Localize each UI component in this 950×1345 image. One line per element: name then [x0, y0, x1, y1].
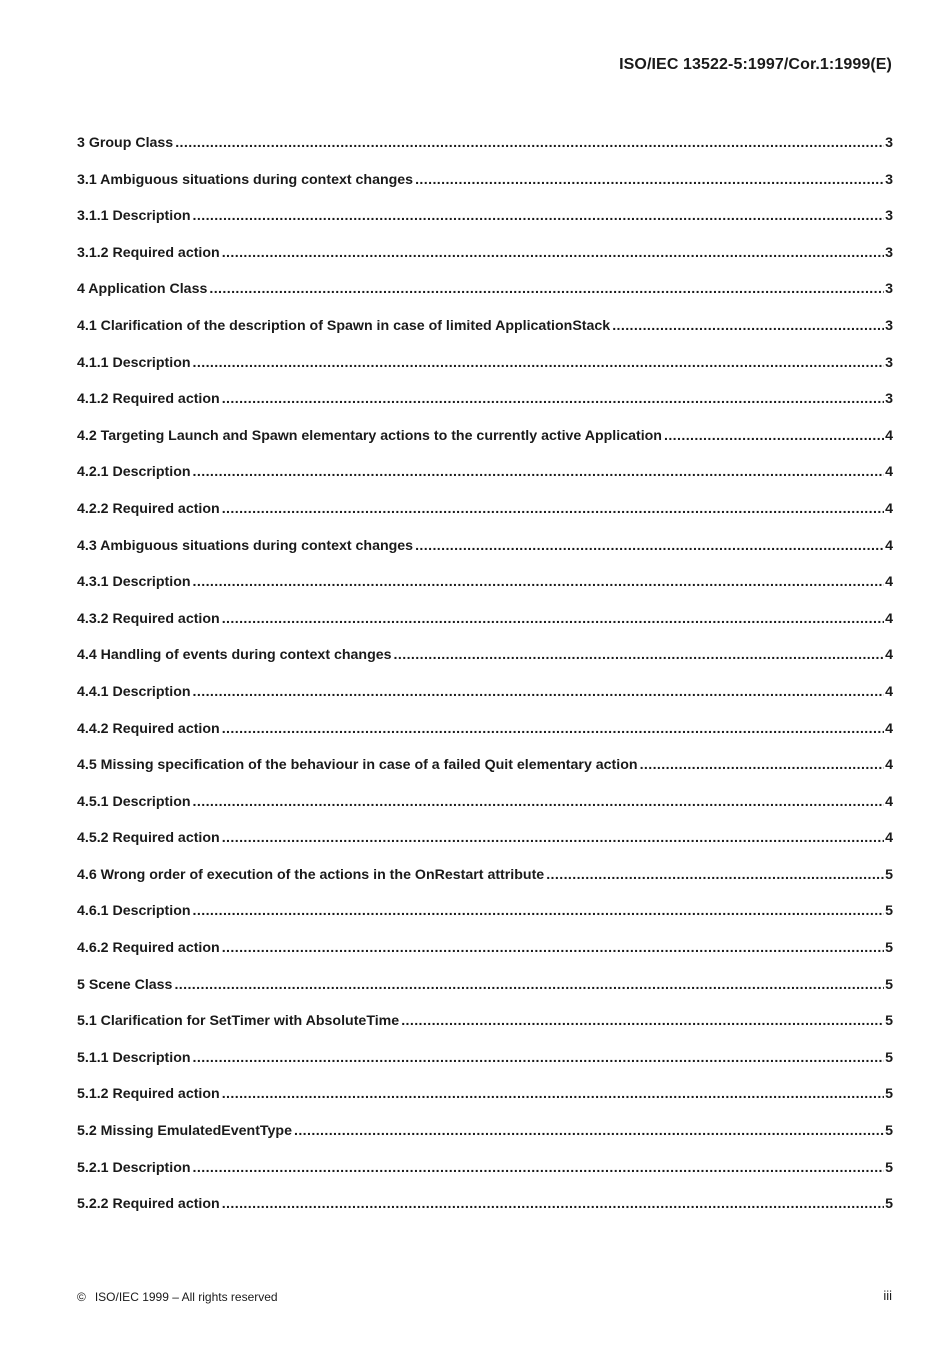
toc-dot-leader [193, 1160, 885, 1176]
toc-entry-page: 3 [885, 171, 893, 188]
toc-entry-title: 3.1.2 Required action [77, 244, 220, 261]
toc-entry-title: 4.1 Clarification of the description of Spawn in case of limited ApplicationStack [77, 317, 611, 334]
toc-dot-leader [193, 684, 885, 700]
toc-entry-title: 4.6.1 Description [77, 903, 191, 920]
toc-dot-leader [193, 794, 885, 810]
toc-entry[interactable] [77, 830, 893, 867]
toc-entry-title: 4.3 Ambiguous situations during context changes [77, 537, 414, 554]
toc-entry-title: 4.2.2 Required action [77, 500, 220, 517]
toc-entry-page: 4 [885, 610, 893, 627]
toc-entry-title: 4.4.2 Required action [77, 720, 220, 737]
toc-entry[interactable] [77, 721, 893, 758]
toc-entry[interactable] [77, 794, 893, 831]
toc-entry-page: 4 [885, 793, 893, 810]
toc-entry-title: 5.1 Clarification for SetTimer with AbsoluteTime [77, 1013, 400, 1030]
toc-dot-leader [193, 464, 885, 480]
toc-entry[interactable] [77, 391, 893, 428]
table-of-contents [77, 135, 893, 1233]
page-number: iii [883, 1288, 892, 1303]
toc-entry-page: 5 [885, 1196, 893, 1213]
toc-dot-leader [193, 208, 885, 224]
toc-dot-leader [222, 1086, 884, 1102]
toc-entry-title: 4.6.2 Required action [77, 940, 220, 957]
toc-entry-title: 4 Application Class [77, 281, 208, 298]
toc-dot-leader [222, 245, 884, 261]
toc-entry-page: 3 [885, 317, 893, 334]
toc-entry[interactable] [77, 647, 893, 684]
toc-dot-leader [193, 355, 885, 371]
toc-entry-title: 5.1.2 Required action [77, 1086, 220, 1103]
toc-entry-title: 5.2 Missing EmulatedEventType [77, 1123, 292, 1140]
toc-entry[interactable] [77, 684, 893, 721]
toc-entry[interactable] [77, 757, 893, 794]
toc-entry[interactable] [77, 464, 893, 501]
toc-entry-page: 4 [885, 574, 893, 591]
toc-entry[interactable] [77, 1013, 893, 1050]
toc-entry[interactable] [77, 245, 893, 282]
toc-entry[interactable] [77, 867, 893, 904]
toc-dot-leader [193, 574, 885, 590]
toc-entry[interactable] [77, 1086, 893, 1123]
toc-entry[interactable] [77, 940, 893, 977]
toc-dot-leader [394, 647, 885, 663]
toc-entry-page: 3 [885, 244, 893, 261]
toc-entry-title: 4.2.1 Description [77, 464, 191, 481]
toc-dot-leader [222, 501, 884, 517]
toc-entry-page: 4 [885, 647, 893, 664]
toc-entry-page: 4 [885, 830, 893, 847]
toc-entry-title: 3.1.1 Description [77, 208, 191, 225]
toc-entry-page: 5 [885, 976, 893, 993]
toc-entry-page: 3 [885, 391, 893, 408]
toc-entry[interactable] [77, 1196, 893, 1233]
toc-dot-leader [222, 611, 884, 627]
toc-entry-page: 3 [885, 135, 893, 151]
toc-dot-leader [222, 721, 884, 737]
toc-dot-leader [193, 1050, 885, 1066]
toc-dot-leader [174, 977, 884, 993]
toc-dot-leader [401, 1013, 884, 1029]
toc-entry-page: 5 [885, 940, 893, 957]
toc-entry-page: 4 [885, 427, 893, 444]
toc-dot-leader [612, 318, 884, 334]
toc-entry-page: 4 [885, 500, 893, 517]
toc-dot-leader [209, 281, 884, 297]
toc-dot-leader [222, 830, 884, 846]
toc-entry-title: 4.1.2 Required action [77, 391, 220, 408]
toc-entry[interactable] [77, 1050, 893, 1087]
toc-entry[interactable] [77, 1123, 893, 1160]
toc-dot-leader [640, 757, 885, 773]
toc-entry-page: 4 [885, 537, 893, 554]
toc-entry-title: 4.5.1 Description [77, 793, 191, 810]
toc-entry-title: 4.1.1 Description [77, 354, 191, 371]
toc-dot-leader [664, 428, 884, 444]
toc-dot-leader [222, 391, 884, 407]
toc-entry[interactable] [77, 135, 893, 172]
toc-dot-leader [222, 1196, 884, 1212]
toc-entry-title: 5 Scene Class [77, 976, 173, 993]
toc-dot-leader [294, 1123, 884, 1139]
toc-entry[interactable] [77, 428, 893, 465]
toc-entry-page: 3 [885, 354, 893, 371]
toc-entry-page: 5 [885, 1086, 893, 1103]
toc-entry[interactable] [77, 574, 893, 611]
toc-entry[interactable] [77, 355, 893, 392]
toc-entry-title: 4.6 Wrong order of execution of the actions in the OnRestart attribute [77, 866, 545, 883]
toc-entry[interactable] [77, 538, 893, 575]
toc-entry-title: 4.4 Handling of events during context changes [77, 647, 392, 664]
toc-entry-page: 5 [885, 1123, 893, 1140]
toc-entry-title: 5.1.1 Description [77, 1049, 191, 1066]
toc-entry-page: 3 [885, 208, 893, 225]
toc-entry[interactable] [77, 903, 893, 940]
toc-entry-title: 4.4.1 Description [77, 683, 191, 700]
toc-entry-page: 4 [885, 720, 893, 737]
toc-entry[interactable] [77, 501, 893, 538]
toc-entry-title: 4.3.1 Description [77, 574, 191, 591]
toc-entry-title: 5.2.2 Required action [77, 1196, 220, 1213]
toc-dot-leader [193, 903, 885, 919]
toc-dot-leader [222, 940, 884, 956]
toc-entry-title: 5.2.1 Description [77, 1159, 191, 1176]
toc-entry-page: 4 [885, 683, 893, 700]
toc-entry-title: 4.2 Targeting Launch and Spawn elementary actions to the currently active Application [77, 427, 662, 444]
toc-dot-leader [175, 135, 884, 151]
toc-entry[interactable] [77, 1160, 893, 1197]
copyright-icon: © [77, 1290, 86, 1304]
copyright-text: ISO/IEC 1999 – All rights reserved [94, 1290, 278, 1304]
toc-entry-title: 3 Group Class [77, 135, 174, 151]
copyright-footer [77, 1290, 278, 1304]
toc-entry[interactable] [77, 172, 893, 209]
toc-entry-page: 5 [885, 866, 893, 883]
toc-entry[interactable] [77, 318, 893, 355]
toc-entry-page: 3 [885, 281, 893, 298]
toc-dot-leader [415, 172, 884, 188]
toc-dot-leader [415, 538, 884, 554]
toc-entry-page: 5 [885, 1159, 893, 1176]
toc-entry-page: 4 [885, 464, 893, 481]
toc-dot-leader [546, 867, 884, 883]
toc-entry-page: 5 [885, 1049, 893, 1066]
toc-entry-title: 4.3.2 Required action [77, 610, 220, 627]
toc-entry-page: 4 [885, 757, 893, 774]
document-id-header: ISO/IEC 13522-5:1997/Cor.1:1999(E) [619, 56, 892, 73]
toc-entry-title: 4.5.2 Required action [77, 830, 220, 847]
toc-entry[interactable] [77, 611, 893, 648]
toc-entry-page: 5 [885, 903, 893, 920]
toc-entry-title: 4.5 Missing specification of the behaviour in case of a failed Quit elementary action [77, 757, 638, 774]
toc-entry-page: 5 [885, 1013, 893, 1030]
toc-entry[interactable] [77, 281, 893, 318]
toc-entry[interactable] [77, 977, 893, 1014]
toc-entry-title: 3.1 Ambiguous situations during context changes [77, 171, 414, 188]
toc-entry[interactable] [77, 208, 893, 245]
